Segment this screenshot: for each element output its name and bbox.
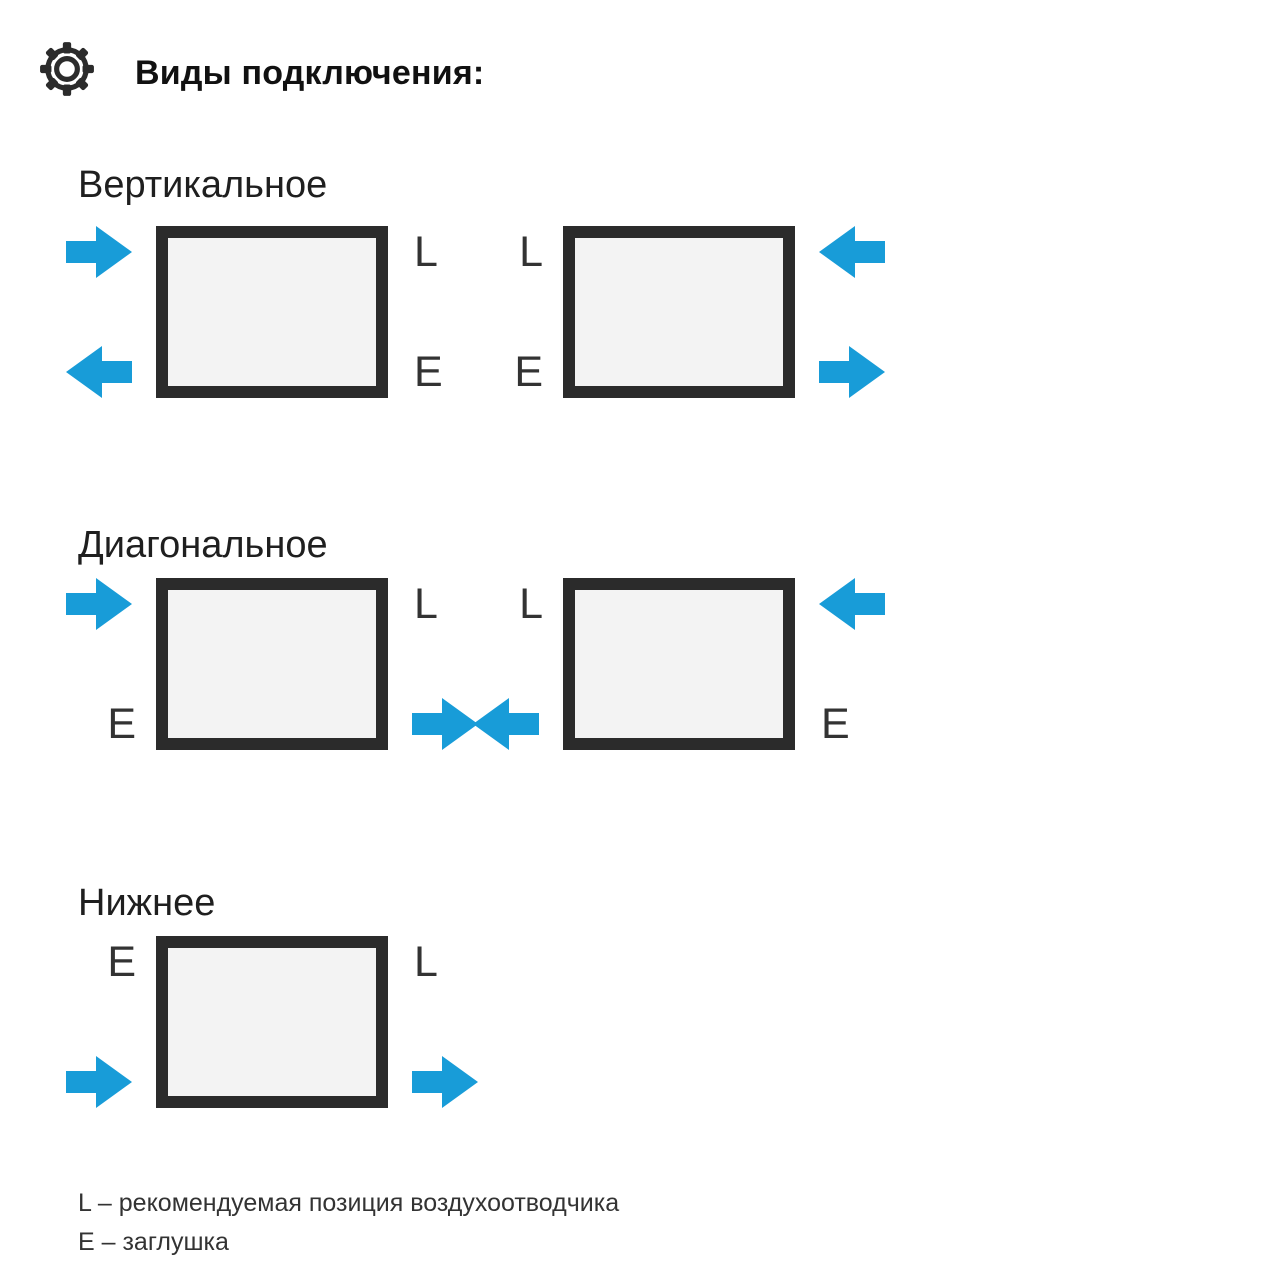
flow-arrow-right-icon [66, 226, 132, 278]
radiator-diagram [78, 936, 466, 1108]
flow-arrow-right-icon [412, 698, 478, 750]
legend [78, 1184, 619, 1262]
slot-right_bottom [400, 698, 478, 750]
radiator-box [156, 226, 388, 398]
diagram-right-side [400, 226, 466, 398]
slot-right_bottom [807, 346, 885, 398]
flow-arrow-right-icon [66, 578, 132, 630]
slot-left_top [107, 936, 144, 988]
port-label-l: L [414, 228, 438, 276]
slot-right_top [400, 936, 438, 988]
gear-icon [38, 40, 96, 98]
radiator-diagram [485, 226, 873, 398]
flow-arrow-left-icon [66, 346, 132, 398]
diagram-right-side [400, 936, 466, 1108]
diagram-right-side [807, 226, 873, 398]
diagram-right-side [400, 578, 466, 750]
radiator-diagram [78, 578, 466, 750]
diagram-right-side [807, 578, 873, 750]
flow-arrow-left-icon [819, 578, 885, 630]
port-label-e: E [414, 348, 443, 396]
section-title-bottom: Нижнее [78, 882, 216, 924]
flow-arrow-right-icon [66, 1056, 132, 1108]
port-label-l: L [519, 228, 543, 276]
port-label-e: E [514, 348, 543, 396]
slot-left_bottom [66, 346, 144, 398]
section-title-diagonal: Диагональное [78, 524, 328, 566]
slot-right_bottom [400, 1056, 478, 1108]
diagram-left-side [78, 578, 144, 750]
slot-right_top [400, 226, 438, 278]
radiator-diagram [78, 226, 466, 398]
slot-right_top [807, 578, 885, 630]
slot-right_top [400, 578, 438, 630]
diagram-left-side [78, 936, 144, 1108]
legend-line-plug: E – заглушка [78, 1228, 229, 1256]
slot-right_bottom [400, 346, 443, 398]
section-title-vertical: Вертикальное [78, 164, 328, 206]
slot-left_top [66, 226, 144, 278]
page-title: Виды подключения: [135, 54, 485, 92]
slot-left_top [519, 578, 551, 630]
slot-left_bottom [514, 346, 551, 398]
flow-arrow-right-icon [412, 1056, 478, 1108]
legend-line-air-vent: L – рекомендуемая позиция воздухоотводчика [78, 1189, 620, 1217]
slot-left_bottom [107, 698, 144, 750]
slot-left_bottom [66, 1056, 144, 1108]
radiator-box [563, 226, 795, 398]
slot-right_bottom [807, 698, 850, 750]
radiator-box [563, 578, 795, 750]
radiator-diagram [485, 578, 873, 750]
slot-right_top [807, 226, 885, 278]
port-label-l: L [414, 580, 438, 628]
diagram-left-side [78, 226, 144, 398]
slot-left_bottom [473, 698, 551, 750]
port-label-e: E [107, 938, 136, 986]
diagram-left-side [485, 578, 551, 750]
port-label-l: L [519, 580, 543, 628]
flow-arrow-right-icon [819, 346, 885, 398]
port-label-e: E [821, 700, 850, 748]
diagram-left-side [485, 226, 551, 398]
radiator-box [156, 578, 388, 750]
flow-arrow-left-icon [819, 226, 885, 278]
slot-left_top [519, 226, 551, 278]
slot-left_top [66, 578, 144, 630]
port-label-e: E [107, 700, 136, 748]
port-label-l: L [414, 938, 438, 986]
flow-arrow-left-icon [473, 698, 539, 750]
radiator-box [156, 936, 388, 1108]
